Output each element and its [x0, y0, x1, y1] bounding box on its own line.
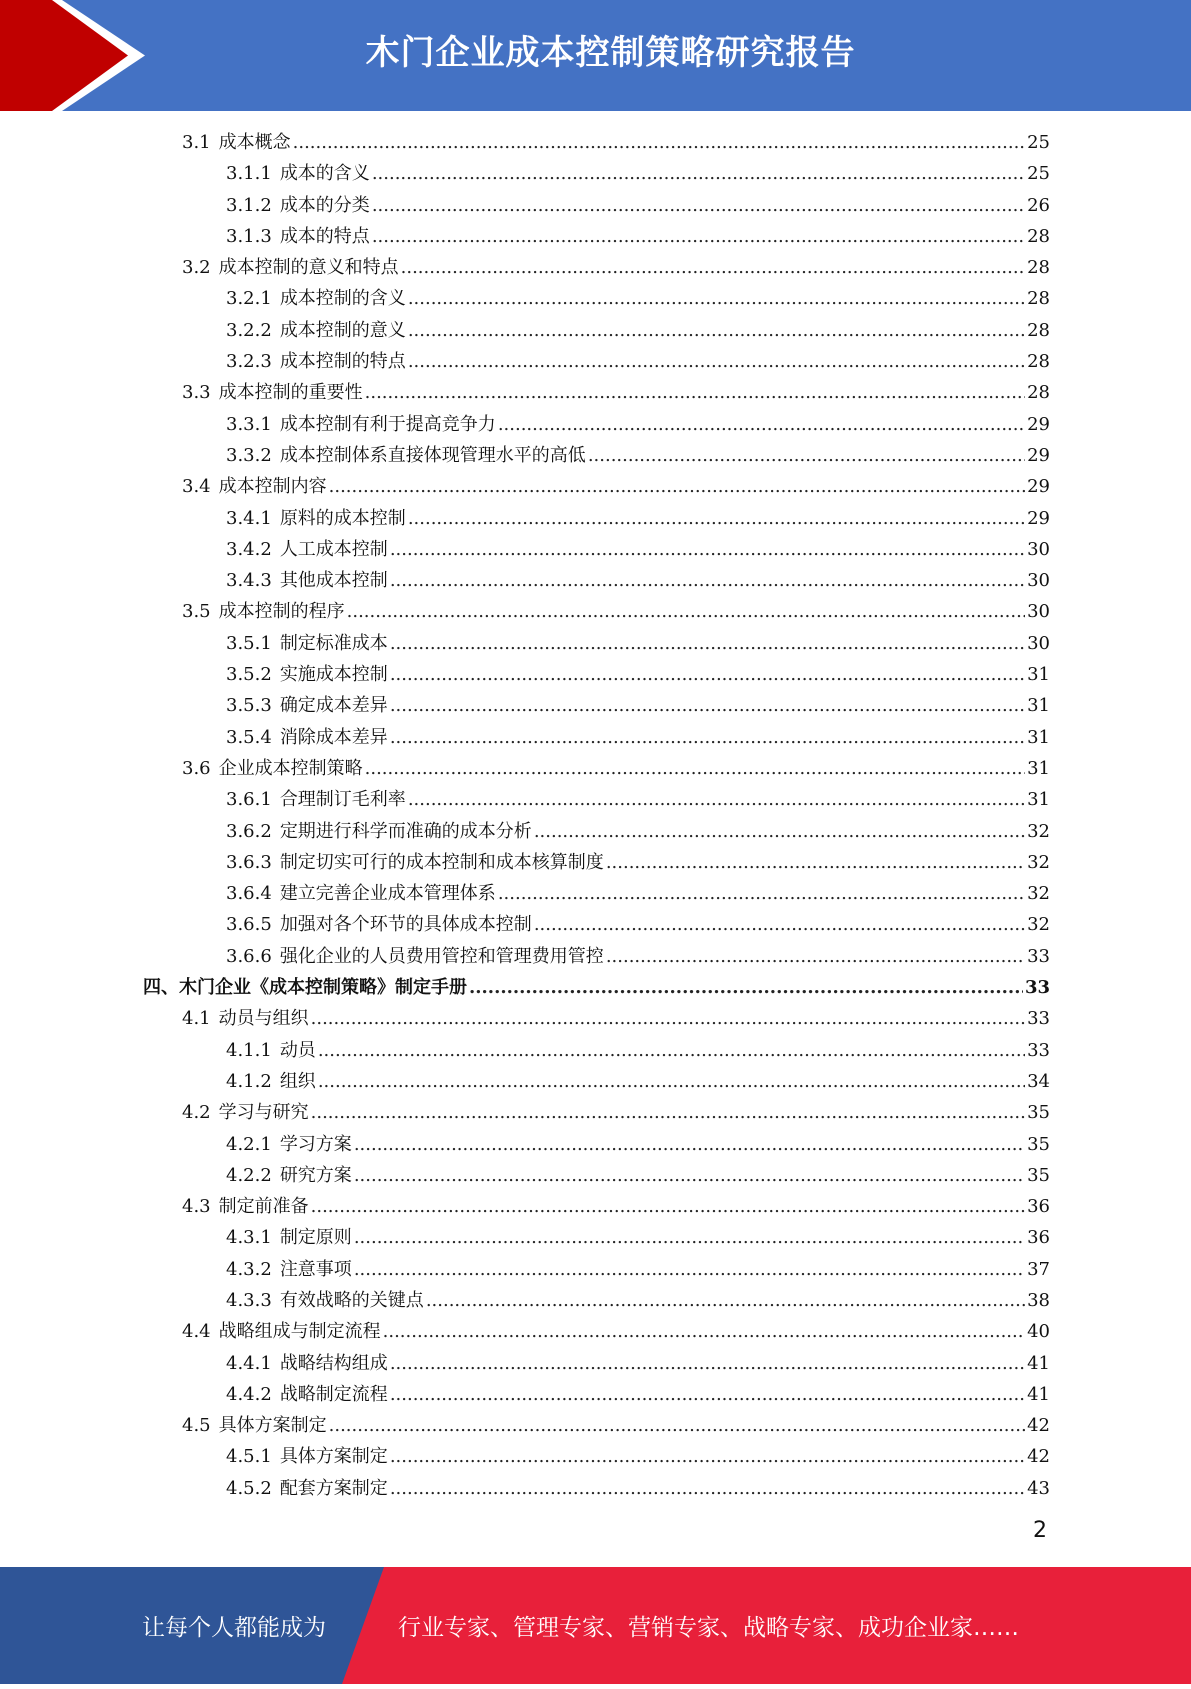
toc-entry-page: 33	[1027, 945, 1050, 967]
toc-dot-leader	[311, 1097, 1025, 1128]
toc-entry-title: 制定切实可行的成本控制和成本核算制度	[279, 851, 604, 873]
toc-dot-leader	[390, 659, 1025, 690]
toc-entry-title: 确定成本差异	[279, 695, 388, 717]
toc-entry-number: 3.6.4	[226, 883, 272, 905]
footer-slogan-right: 行业专家、管理专家、营销专家、战略专家、成功企业家……	[398, 1615, 1019, 1641]
toc-entry-page: 43	[1027, 1477, 1050, 1499]
toc-entry-number: 4.5	[182, 1415, 211, 1437]
toc-entry-number: 3.5.2	[226, 664, 272, 686]
toc-entry[interactable]	[140, 158, 1050, 189]
toc-entry-number: 4.1.1	[226, 1039, 272, 1061]
toc-entry[interactable]	[140, 1160, 1050, 1191]
toc-entry-page: 42	[1027, 1415, 1050, 1437]
toc-entry-number: 3.4.1	[226, 507, 272, 529]
toc-entry-page: 30	[1027, 601, 1050, 623]
toc-entry-number: 3.6	[182, 757, 211, 779]
toc-dot-leader	[469, 972, 1023, 1003]
toc-entry-page: 28	[1027, 225, 1050, 247]
toc-entry[interactable]	[140, 1348, 1050, 1379]
toc-entry[interactable]	[140, 972, 1050, 1003]
toc-entry-number: 4.5.2	[226, 1477, 272, 1499]
toc-entry-title: 配套方案制定	[279, 1477, 388, 1499]
toc-entry-page: 42	[1027, 1446, 1050, 1468]
toc-entry-page: 35	[1027, 1164, 1050, 1186]
toc-entry-page: 34	[1027, 1070, 1050, 1092]
toc-dot-leader	[372, 158, 1025, 189]
toc-dot-leader	[372, 221, 1025, 252]
toc-entry-title: 人工成本控制	[279, 538, 388, 560]
toc-entry[interactable]	[140, 1441, 1050, 1472]
toc-entry-title: 成本控制有利于提高竞争力	[279, 413, 496, 435]
toc-entry-title: 成本控制的意义和特点	[218, 257, 399, 279]
toc-entry-page: 29	[1027, 413, 1050, 435]
toc-entry-page: 32	[1027, 883, 1050, 905]
toc-entry[interactable]	[140, 221, 1050, 252]
toc-dot-leader	[401, 252, 1025, 283]
toc-entry-number: 3.6.2	[226, 820, 272, 842]
toc-entry-title: 建立完善企业成本管理体系	[279, 883, 496, 905]
toc-entry-number: 3.2.3	[226, 351, 272, 373]
toc-entry-page: 32	[1027, 820, 1050, 842]
toc-entry-title: 制定标准成本	[279, 632, 388, 654]
toc-entry[interactable]	[140, 440, 1050, 471]
toc-entry-page: 25	[1027, 163, 1050, 185]
toc-entry-page: 29	[1027, 444, 1050, 466]
toc-entry-page: 29	[1027, 507, 1050, 529]
toc-dot-leader	[390, 1348, 1025, 1379]
toc-entry[interactable]	[140, 1003, 1050, 1034]
toc-entry-title: 制定前准备	[218, 1196, 309, 1218]
toc-dot-leader	[588, 440, 1025, 471]
toc-entry[interactable]	[140, 753, 1050, 784]
toc-dot-leader	[408, 784, 1025, 815]
toc-dot-leader	[390, 534, 1025, 565]
toc-entry-title: 战略组成与制定流程	[218, 1321, 381, 1343]
toc-entry-number: 3.1.3	[226, 225, 272, 247]
toc-dot-leader	[426, 1285, 1025, 1316]
toc-entry-number: 3.3.1	[226, 413, 272, 435]
toc-entry[interactable]	[140, 1129, 1050, 1160]
toc-entry-page: 31	[1027, 789, 1050, 811]
toc-entry[interactable]	[140, 471, 1050, 502]
toc-entry-page: 41	[1027, 1352, 1050, 1374]
toc-entry-number: 3.3	[182, 382, 211, 404]
toc-entry-page: 30	[1027, 632, 1050, 654]
toc-entry-page: 30	[1027, 570, 1050, 592]
page-number: 2	[1033, 1518, 1047, 1543]
toc-entry-title: 企业成本控制策略	[218, 757, 363, 779]
toc-dot-leader	[390, 1379, 1025, 1410]
toc-entry-title: 定期进行科学而准确的成本分析	[279, 820, 532, 842]
toc-entry-number: 3.5.3	[226, 695, 272, 717]
footer-slogan-left: 让每个人都能成为	[142, 1615, 326, 1641]
toc-entry-page: 28	[1027, 382, 1050, 404]
toc-entry[interactable]	[140, 847, 1050, 878]
toc-dot-leader	[606, 941, 1025, 972]
toc-entry-page: 31	[1027, 695, 1050, 717]
toc-entry-page: 33	[1024, 977, 1050, 999]
toc-entry-page: 36	[1027, 1196, 1050, 1218]
toc-entry-page: 38	[1027, 1289, 1050, 1311]
toc-dot-leader	[329, 1410, 1025, 1441]
toc-dot-leader	[383, 1316, 1025, 1347]
toc-entry-number: 4.3.3	[226, 1289, 272, 1311]
toc-dot-leader	[390, 1473, 1025, 1504]
toc-entry-page: 28	[1027, 288, 1050, 310]
toc-entry-title: 制定原则	[279, 1227, 352, 1249]
toc-entry-title: 成本的分类	[279, 194, 370, 216]
toc-entry[interactable]	[140, 315, 1050, 346]
toc-dot-leader	[311, 1003, 1025, 1034]
toc-dot-leader	[498, 878, 1025, 909]
toc-entry-number: 3.5.1	[226, 632, 272, 654]
toc-dot-leader	[408, 346, 1025, 377]
toc-entry-title: 成本控制体系直接体现管理水平的高低	[279, 444, 586, 466]
toc-entry-number: 4.3	[182, 1196, 211, 1218]
toc-entry-page: 30	[1027, 538, 1050, 560]
toc-entry-number: 3.2.1	[226, 288, 272, 310]
toc-entry-title: 成本控制的含义	[279, 288, 406, 310]
toc-entry-number: 3.6.5	[226, 914, 272, 936]
toc-entry-title: 组织	[279, 1070, 316, 1092]
toc-dot-leader	[534, 816, 1025, 847]
toc-entry-title: 注意事项	[279, 1258, 352, 1280]
toc-entry-number: 3.2	[182, 257, 211, 279]
toc-entry-page: 40	[1027, 1321, 1050, 1343]
toc-dot-leader	[408, 283, 1025, 314]
toc-entry[interactable]	[140, 283, 1050, 314]
toc-entry-number: 3.4	[182, 476, 211, 498]
toc-entry-title: 成本的特点	[279, 225, 370, 247]
toc-entry-title: 战略结构组成	[279, 1352, 388, 1374]
toc-entry-page: 28	[1027, 319, 1050, 341]
toc-dot-leader	[354, 1160, 1025, 1191]
toc-entry[interactable]	[140, 1316, 1050, 1347]
toc-entry-number: 3.4.3	[226, 570, 272, 592]
toc-entry-title: 动员与组织	[218, 1008, 309, 1030]
toc-entry-number: 4.4.1	[226, 1352, 272, 1374]
toc-entry-title: 具体方案制定	[279, 1446, 388, 1468]
toc-dot-leader	[318, 1066, 1025, 1097]
toc-entry[interactable]	[140, 722, 1050, 753]
report-title: 木门企业成本控制策略研究报告	[365, 33, 856, 73]
toc-dot-leader	[318, 1035, 1025, 1066]
toc-entry[interactable]	[140, 596, 1050, 627]
toc-entry-title: 成本控制的重要性	[218, 382, 363, 404]
toc-dot-leader	[354, 1254, 1025, 1285]
toc-entry-number: 3.1.2	[226, 194, 272, 216]
toc-dot-leader	[498, 409, 1025, 440]
toc-dot-leader	[311, 1191, 1025, 1222]
toc-entry-title: 成本概念	[218, 132, 291, 153]
toc-entry[interactable]	[140, 190, 1050, 221]
toc-entry-number: 3.6.6	[226, 945, 272, 967]
toc-entry-page: 41	[1027, 1383, 1050, 1405]
table-of-contents	[140, 127, 1050, 1504]
toc-entry-title: 合理制订毛利率	[279, 789, 406, 811]
toc-dot-leader	[365, 377, 1025, 408]
toc-entry[interactable]	[140, 909, 1050, 940]
toc-entry[interactable]	[140, 377, 1050, 408]
toc-entry-number: 3.3.2	[226, 444, 272, 466]
toc-dot-leader	[606, 847, 1025, 878]
toc-entry-title: 加强对各个环节的具体成本控制	[279, 914, 532, 936]
page-footer	[0, 1567, 1191, 1684]
toc-entry-title: 实施成本控制	[279, 664, 388, 686]
toc-dot-leader	[365, 753, 1025, 784]
toc-entry[interactable]	[140, 346, 1050, 377]
toc-entry-title: 成本控制的特点	[279, 351, 406, 373]
toc-entry-title: 成本的含义	[279, 163, 370, 185]
toc-entry-page: 33	[1027, 1039, 1050, 1061]
toc-dot-leader	[372, 190, 1025, 221]
toc-entry-number: 4.2.1	[226, 1133, 272, 1155]
toc-entry[interactable]	[140, 659, 1050, 690]
toc-entry-title: 动员	[279, 1039, 316, 1061]
toc-entry-page: 36	[1027, 1227, 1050, 1249]
toc-entry-number: 4.4.2	[226, 1383, 272, 1405]
toc-entry-number: 4.1.2	[226, 1070, 272, 1092]
toc-entry-title: 具体方案制定	[218, 1415, 327, 1437]
toc-entry[interactable]	[140, 252, 1050, 283]
toc-entry-title: 强化企业的人员费用管控和管理费用管控	[279, 945, 604, 967]
toc-entry-page: 32	[1027, 914, 1050, 936]
toc-entry-title: 原料的成本控制	[279, 507, 406, 529]
toc-dot-leader	[408, 503, 1025, 534]
toc-entry-title: 成本控制的意义	[279, 319, 406, 341]
toc-dot-leader	[354, 1129, 1025, 1160]
toc-entry[interactable]	[140, 1222, 1050, 1253]
toc-entry-page: 26	[1027, 194, 1050, 216]
toc-entry-title: 消除成本差异	[279, 726, 388, 748]
toc-entry[interactable]	[140, 1097, 1050, 1128]
toc-entry-page: 29	[1027, 476, 1050, 498]
toc-entry-page: 32	[1027, 851, 1050, 873]
toc-entry-number: 4.3.1	[226, 1227, 272, 1249]
toc-dot-leader	[329, 471, 1025, 502]
page-header	[0, 0, 1191, 111]
toc-entry-number: 4.1	[182, 1008, 211, 1030]
toc-entry-title: 有效战略的关键点	[279, 1289, 424, 1311]
toc-entry[interactable]	[140, 409, 1050, 440]
toc-entry-number: 3.1	[182, 132, 211, 153]
toc-entry[interactable]	[140, 1066, 1050, 1097]
toc-entry-title: 学习与研究	[218, 1102, 309, 1124]
toc-entry-title: 研究方案	[279, 1164, 352, 1186]
toc-entry[interactable]	[140, 503, 1050, 534]
toc-entry[interactable]	[140, 816, 1050, 847]
toc-dot-leader	[390, 722, 1025, 753]
toc-entry-page: 37	[1027, 1258, 1050, 1280]
toc-entry-page: 31	[1027, 757, 1050, 779]
toc-entry-page: 31	[1027, 664, 1050, 686]
toc-entry[interactable]	[140, 878, 1050, 909]
toc-entry-title: 成本控制内容	[218, 476, 327, 498]
toc-entry[interactable]	[140, 534, 1050, 565]
toc-entry-number: 3.4.2	[226, 538, 272, 560]
toc-entry-page: 31	[1027, 726, 1050, 748]
toc-dot-leader	[390, 628, 1025, 659]
toc-entry[interactable]	[140, 565, 1050, 596]
toc-entry-title: 学习方案	[279, 1133, 352, 1155]
toc-entry-number: 3.5	[182, 601, 211, 623]
toc-entry[interactable]	[140, 1379, 1050, 1410]
toc-entry-number: 3.2.2	[226, 319, 272, 341]
toc-entry-title: 四、木门企业《成本控制策略》制定手册	[143, 977, 467, 999]
toc-entry-number: 3.5.4	[226, 726, 272, 748]
toc-entry-number: 4.2.2	[226, 1164, 272, 1186]
toc-entry-title: 战略制定流程	[279, 1383, 388, 1405]
toc-entry-page: 35	[1027, 1133, 1050, 1155]
toc-entry[interactable]	[140, 784, 1050, 815]
toc-entry[interactable]	[140, 1254, 1050, 1285]
toc-entry-number: 4.5.1	[226, 1446, 272, 1468]
toc-entry[interactable]	[140, 690, 1050, 721]
toc-entry-number: 3.1.1	[226, 163, 272, 185]
toc-entry[interactable]	[140, 1035, 1050, 1066]
toc-entry[interactable]	[140, 941, 1050, 972]
toc-entry-number: 4.4	[182, 1321, 211, 1343]
toc-entry-number: 3.6.3	[226, 851, 272, 873]
toc-entry-number: 4.2	[182, 1102, 211, 1124]
toc-entry[interactable]	[140, 1285, 1050, 1316]
toc-entry-page: 35	[1027, 1102, 1050, 1124]
toc-dot-leader	[390, 565, 1025, 596]
toc-entry-number: 3.6.1	[226, 789, 272, 811]
toc-entry-page: 25	[1027, 132, 1050, 153]
toc-dot-leader	[354, 1222, 1025, 1253]
toc-entry-page: 28	[1027, 257, 1050, 279]
toc-entry-title: 成本控制的程序	[218, 601, 345, 623]
toc-entry-title: 其他成本控制	[279, 570, 388, 592]
toc-entry[interactable]	[140, 127, 1050, 158]
toc-dot-leader	[390, 690, 1025, 721]
toc-entry[interactable]	[140, 1473, 1050, 1504]
toc-entry-page: 33	[1027, 1008, 1050, 1030]
toc-entry[interactable]	[140, 628, 1050, 659]
toc-entry-number: 4.3.2	[226, 1258, 272, 1280]
toc-dot-leader	[408, 315, 1025, 346]
toc-dot-leader	[347, 596, 1025, 627]
toc-entry[interactable]	[140, 1191, 1050, 1222]
toc-dot-leader	[293, 127, 1025, 158]
toc-dot-leader	[534, 909, 1025, 940]
toc-entry-page: 28	[1027, 351, 1050, 373]
toc-entry[interactable]	[140, 1410, 1050, 1441]
toc-dot-leader	[390, 1441, 1025, 1472]
